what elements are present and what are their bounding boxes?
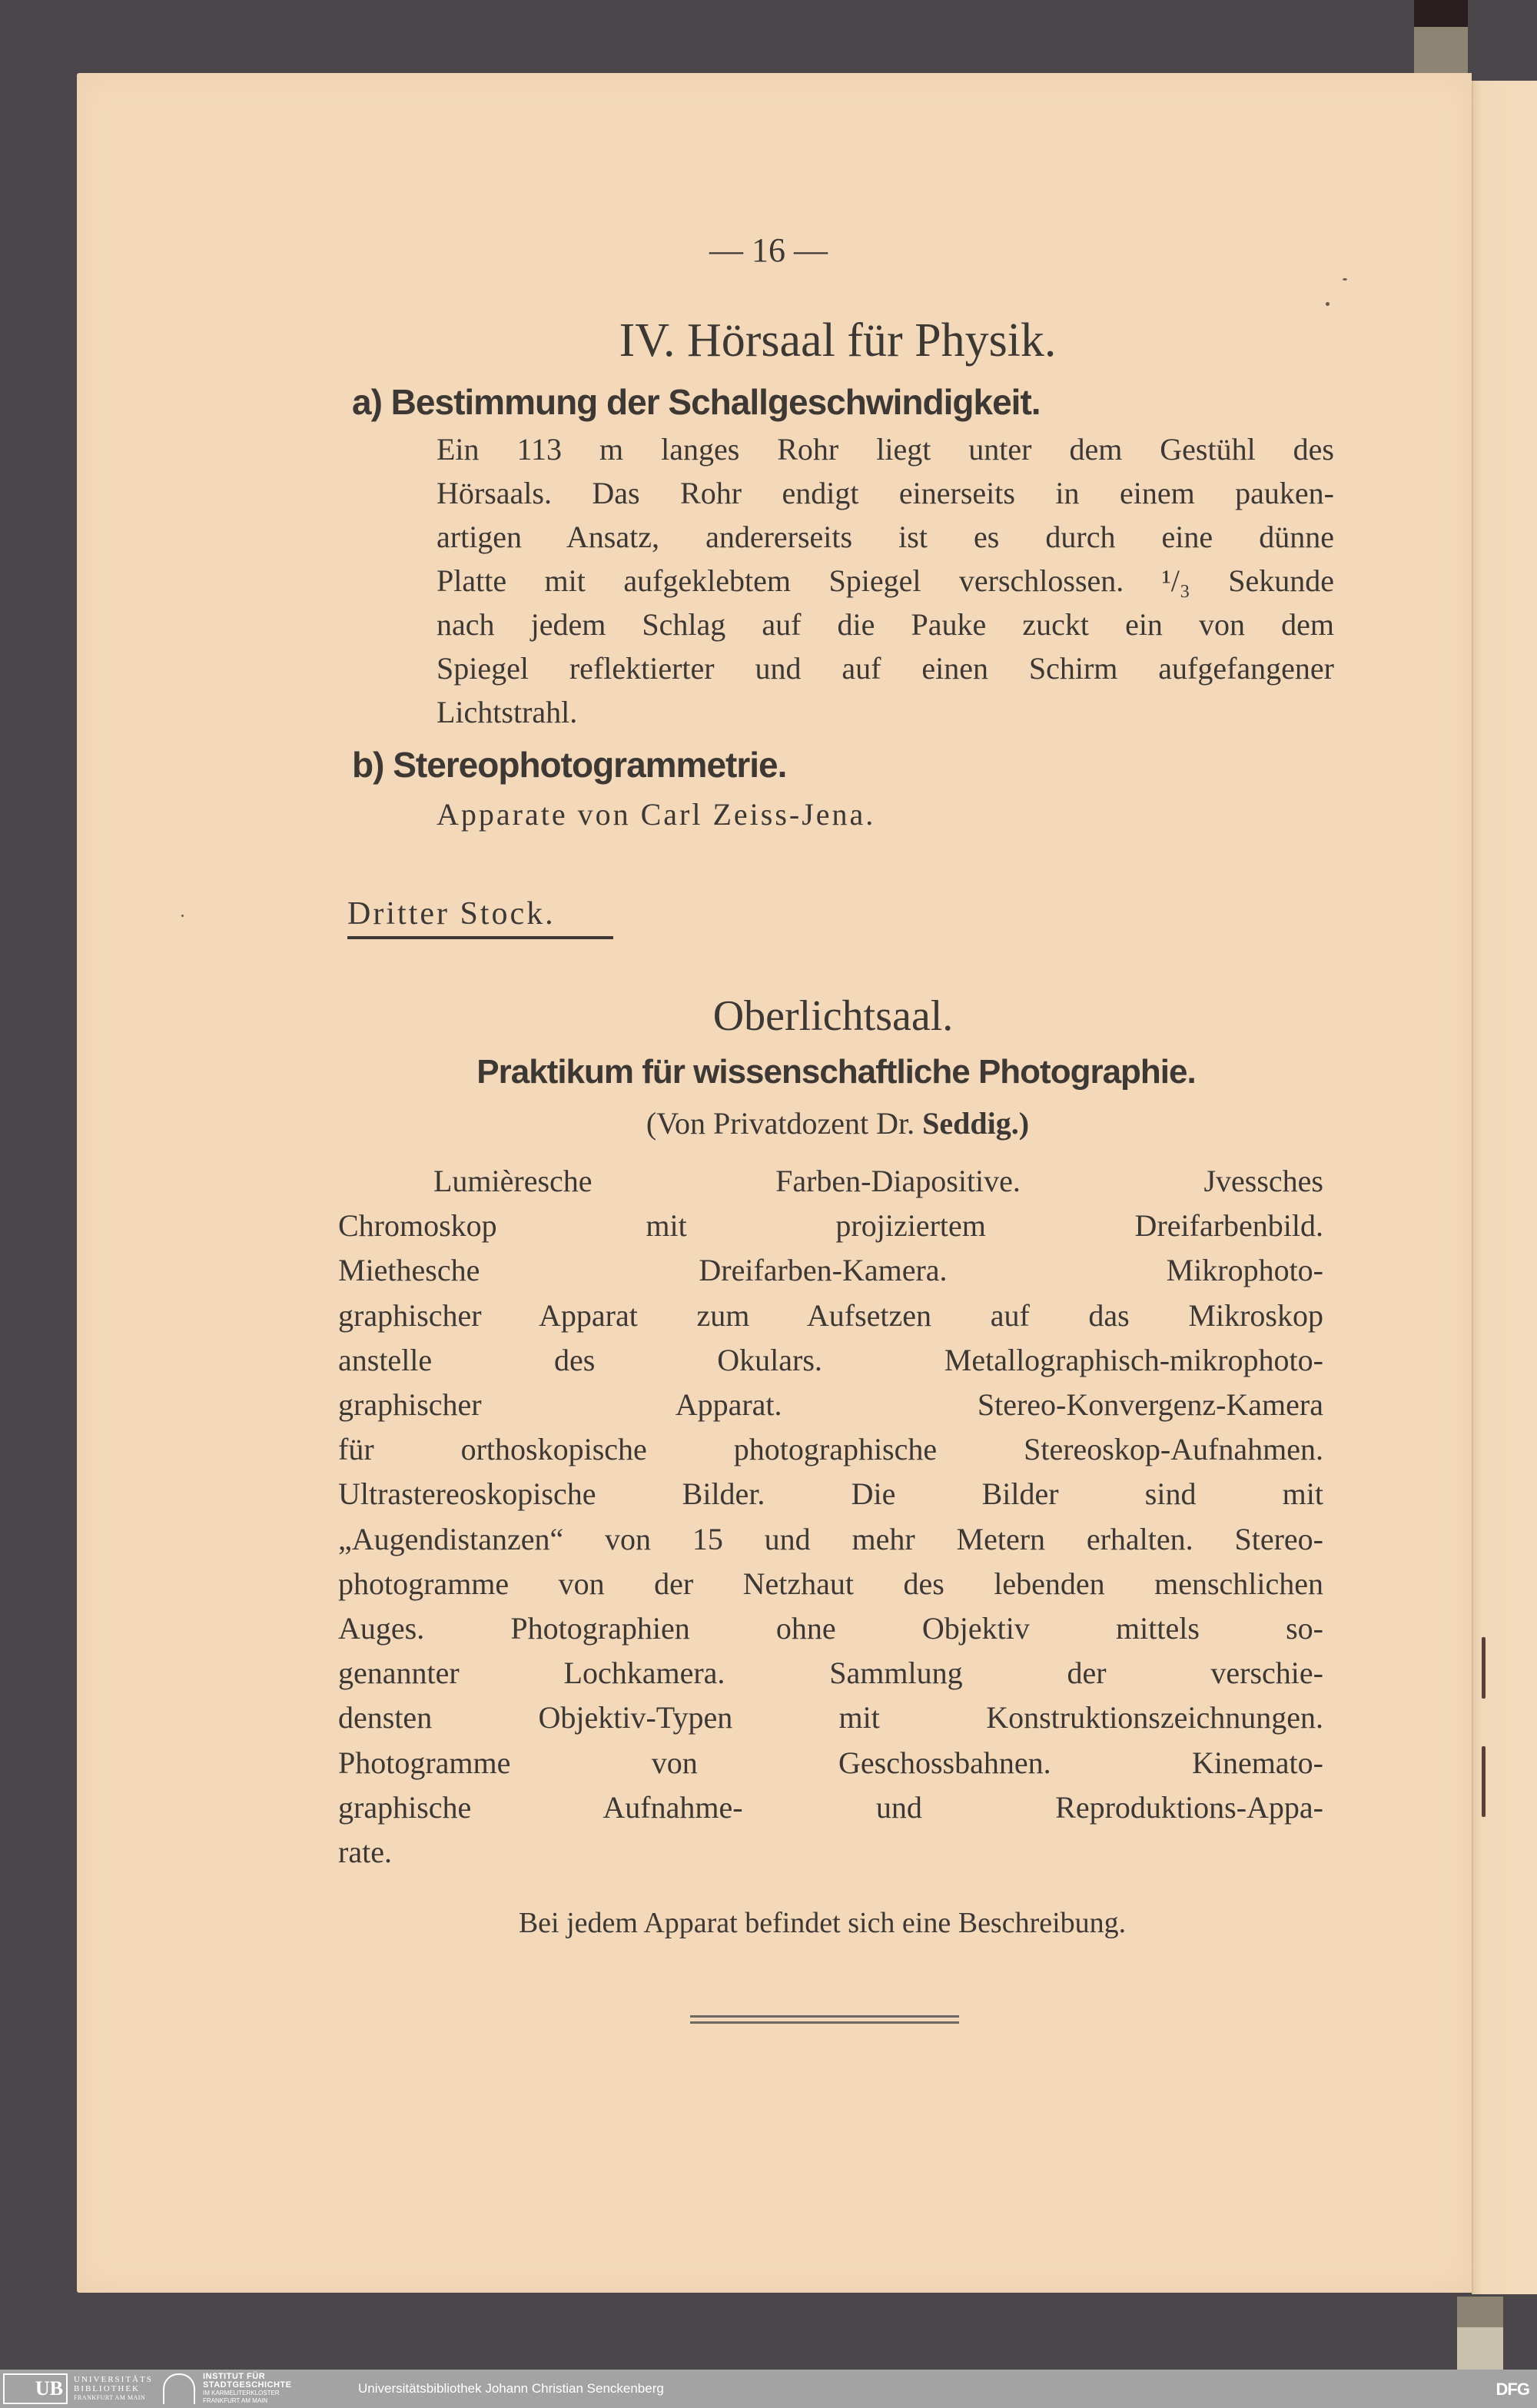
zeiss-note: Apparate von Carl Zeiss-Jena.	[437, 797, 876, 832]
ub-logo-text	[74, 2375, 153, 2403]
dfg-logo[interactable]: DFG	[1496, 2380, 1529, 2399]
floor-heading-underline	[347, 936, 613, 939]
page-fold-mark	[1482, 1746, 1486, 1817]
footer-bar	[0, 2370, 1537, 2408]
text-line: anstelle des Okulars. Metallographisch-mikrophoto-	[338, 1342, 1323, 1377]
section-heading-physik: IV. Hörsaal für Physik.	[619, 314, 1057, 367]
ub-logo-letters: UB	[35, 2377, 63, 2400]
paragraph-photographie	[338, 1159, 1323, 1875]
section-heading-oberlicht: Oberlichtsaal.	[712, 992, 954, 1040]
next-page-edge	[1472, 81, 1537, 2294]
ub-line3: FRANKFURT AM MAIN	[74, 2394, 146, 2401]
text-line: rate.	[338, 1835, 392, 1870]
text-line: Ein 113 m langes Rohr liegt unter dem Gestühl des	[437, 432, 1334, 467]
end-double-rule	[690, 2015, 959, 2026]
page-fold-mark	[1482, 1637, 1486, 1699]
text-line: Miethesche Dreifarben-Kamera. Mikrophoto-	[338, 1253, 1323, 1288]
isg-line4: FRANKFURT AM MAIN	[203, 2397, 268, 2404]
text-line: Hörsaals. Das Rohr endigt einerseits in einem pauken-	[437, 476, 1334, 510]
paper-speck	[1343, 278, 1347, 281]
ub-emblem-icon	[3, 2373, 68, 2404]
attribution-name: Seddig.)	[922, 1106, 1030, 1141]
closing-note: Bei jedem Apparat befindet sich eine Beschreibung.	[518, 1907, 1127, 1939]
text-line: Chromoskop mit projiziertem Dreifarbenbild.	[338, 1208, 1323, 1244]
attribution-prefix: (Von Privatdozent Dr.	[646, 1106, 915, 1141]
isg-logo[interactable]	[163, 2373, 291, 2405]
isg-line3: IM KARMELITERKLOSTER	[203, 2390, 280, 2396]
attribution	[69, 1105, 1537, 1141]
text-line: nach jedem Schlag auf die Pauke zuckt ein von dem	[437, 607, 1334, 642]
floor-heading: Dritter Stock.	[347, 896, 556, 932]
text-line: graphischer Apparat zum Aufsetzen auf das Mikroskop	[338, 1297, 1323, 1333]
ub-line1: UNIVERSITÄTS	[74, 2375, 153, 2384]
text-line: für orthoskopische photographische Stereoskop-Aufnahmen.	[338, 1432, 1323, 1467]
text-line: genannter Lochkamera. Sammlung der verschie-	[338, 1656, 1323, 1691]
isg-line2: STADTGESCHICHTE	[203, 2380, 292, 2390]
isg-line1: INSTITUT FÜR	[203, 2372, 266, 2381]
subsection-heading-a: a) Bestimmung der Schallgeschwindigkeit.	[352, 382, 1041, 422]
paragraph-schallgeschwindigkeit	[437, 427, 1334, 734]
isg-logo-text	[203, 2373, 291, 2405]
paper-speck	[181, 915, 184, 917]
text-line: Photogramme von Geschossbahnen. Kinemato-	[338, 1745, 1323, 1780]
arch-icon	[163, 2373, 195, 2404]
text-line: Lichtstrahl.	[437, 695, 578, 729]
text-line: graphischer Apparat. Stereo-Konvergenz-Kamera	[338, 1387, 1323, 1423]
text-line: Spiegel reflektierter und auf einen Schirm aufgefangener	[437, 651, 1334, 686]
text-line: Lumièresche Farben-Diapositive. Jvessches	[433, 1164, 1323, 1198]
subsection-heading-b: b) Stereophotogrammetrie.	[352, 745, 787, 785]
ub-logo[interactable]	[3, 2373, 153, 2405]
text-line: „Augendistanzen“ von 15 und mehr Metern erhalten. Stereo-	[338, 1521, 1323, 1556]
section-subheading-praktikum: Praktikum für wissenschaftliche Photographie.	[476, 1053, 1196, 1091]
book-spine-top	[1414, 0, 1468, 81]
ub-line2: BIBLIOTHEK	[74, 2384, 140, 2393]
text-line: artigen Ansatz, andererseits ist es durch eine dünne	[437, 520, 1334, 554]
paper-speck	[1326, 302, 1330, 306]
text-line: Platte mit aufgeklebtem Spiegel verschlossen. ¹/₃ Sekunde	[437, 563, 1334, 598]
text-line: photogramme von der Netzhaut des lebenden menschlichen	[338, 1566, 1323, 1601]
text-line: Ultrastereoskopische Bilder. Die Bilder sind mit	[338, 1476, 1323, 1512]
page-number: — 16 —	[709, 231, 828, 269]
library-name: Universitätsbibliothek Johann Christian Senckenberg	[358, 2381, 664, 2396]
text-line: Auges. Photographien ohne Objektiv mittels so-	[338, 1611, 1323, 1646]
text-line: densten Objektiv-Typen mit Konstruktionszeichnungen.	[338, 1700, 1323, 1735]
text-line: graphische Aufnahme- und Reproduktions-Appa-	[338, 1789, 1323, 1825]
book-spine-bottom	[1457, 2297, 1503, 2370]
